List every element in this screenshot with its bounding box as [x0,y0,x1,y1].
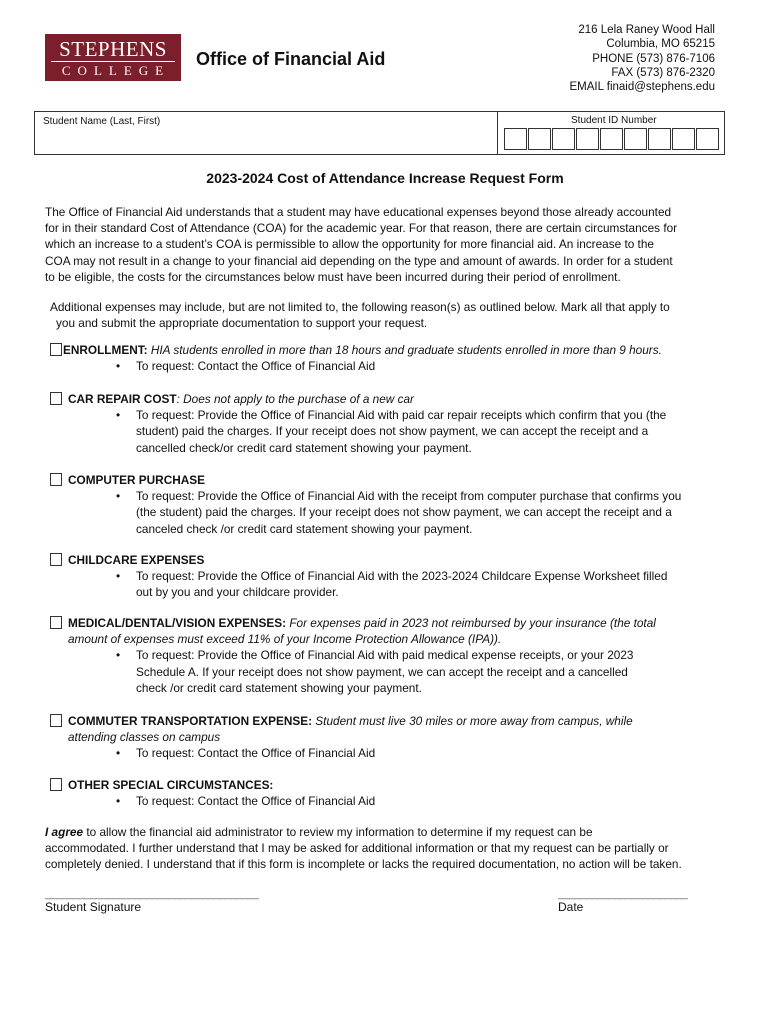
student-name-label: Student Name (Last, First) [43,116,161,127]
date-line[interactable]: _______________________ [558,888,688,900]
item-description: HIA students enrolled in more than 18 hours and graduate students enrolled in more than 9 hours. [147,343,662,357]
item-title: CAR REPAIR COST [68,392,177,406]
contact-address: 216 Lela Raney Wood Hall [578,24,715,36]
id-digit-cell[interactable] [552,128,575,150]
item-car-repair [50,391,730,456]
item-title: CHILDCARE EXPENSES [68,553,205,567]
bullet-text: To request: Provide the Office of Financial Aid with paid medical expense receipts, or your 2023 [136,648,634,663]
contact-fax: FAX (573) 876-2320 [611,66,715,79]
item-medical [50,615,730,696]
bullet-text: To request: Contact the Office of Financial Aid [136,359,376,374]
student-id-cells [504,128,720,150]
item-description: : Does not apply to the purchase of a new car [176,392,414,406]
item-bullet: • To request: Provide the Office of Financial Aid with the 2023-2024 Childcare Expense Worksheet filled out by you and your childcare provider. [116,569,668,600]
item-childcare [50,552,730,601]
item-title: COMMUTER TRANSPORTATION EXPENSE: [68,714,313,728]
logo-wordmark-top: STEPHENS [59,37,167,61]
item-bullet: • To request: Provide the Office of Financial Aid with paid car repair receipts which confirm that you (the student) paid the charges. If your receipt does not show payment, we can accept the receipt and a cancelled check/or credit card statement showing your payment. [116,408,667,455]
agree-line: to allow the financial aid administrator to review my information to determine if my request can be [83,825,593,839]
bullet-text: (the student) paid the charges. If your receipt does not show payment, we can accept the receipt and a [136,505,672,520]
bullet-text: To request: Provide the Office of Financial Aid with the 2023-2024 Childcare Expense Worksheet filled [136,569,668,584]
intro-line: to be eligible, the costs for the circumstances below must have been incurred during their period of enrollment. [45,269,621,284]
intro-line: which an increase to a student’s COA is permissible to allow the opportunity for more financial aid. An increase to the [45,237,654,252]
childcare-checkbox[interactable] [50,553,62,566]
commuter-checkbox[interactable] [50,714,62,727]
stephens-college-logo [45,34,181,81]
item-title: ENROLLMENT: [63,343,148,357]
box-divider [497,112,498,155]
agreement-paragraph [45,824,735,873]
item-bullet: • To request: Contact the Office of Financial Aid [116,746,376,761]
student-id-label: Student ID Number [571,115,657,126]
item-bullet: • To request: Provide the Office of Financial Aid with the receipt from computer purchase that confirms you (the student) paid the charges. If your receipt does not show payment, we can accept the receipt and a canceled check /or credit card statement showing your payment. [116,489,682,536]
bullet-text: To request: Provide the Office of Financial Aid with paid car repair receipts which confirm that you (the [136,408,667,423]
item-other [50,777,730,809]
medical-checkbox[interactable] [50,616,62,629]
intro-line: The Office of Financial Aid understands that a student may have educational expenses beyond those already accounted [45,205,672,219]
enrollment-checkbox[interactable] [50,343,62,356]
item-description-cont: amount of expenses must exceed 11% of your Income Protection Allowance (IPA)). [68,632,502,647]
intro-line: COA may not result in a change to your financial aid depending on the type and amount of awards. In order for a student [45,253,673,268]
office-title: Office of Financial Aid [196,49,386,69]
id-digit-cell[interactable] [672,128,695,150]
bullet-text: out by you and your childcare provider. [136,585,339,600]
bullet-text: To request: Provide the Office of Financial Aid with the receipt from computer purchase that confirms you [136,489,682,504]
id-digit-cell[interactable] [576,128,599,150]
id-digit-cell[interactable] [696,128,719,150]
additional-line: Additional expenses may include, but are not limited to, the following reason(s) as outlined below. Mark all that apply to [50,300,670,314]
id-digit-cell[interactable] [648,128,671,150]
item-bullet: • To request: Contact the Office of Financial Aid [116,359,376,374]
contact-block [569,23,715,94]
additional-line: you and submit the appropriate documentation to support your request. [56,316,428,331]
bullet-text: check /or credit card statement showing your payment. [136,680,422,695]
agree-line: accommodated. I further understand that I may be asked for additional information or that my request can be partially or [45,841,669,856]
student-signature-line[interactable]: ______________________________________ [45,888,259,900]
logo-wordmark-bottom: COLLEGE [61,63,171,78]
additional-paragraph [50,299,740,331]
item-bullet: • To request: Provide the Office of Financial Aid with paid medical expense receipts, or your 2023 Schedule A. If your receipt does not show payment, we can accept the receipt and a cancelled check /or credit card statement showing your payment. [116,648,634,695]
computer-purchase-checkbox[interactable] [50,473,62,486]
id-digit-cell[interactable] [504,128,527,150]
intro-paragraph [45,204,733,285]
item-bullet: • To request: Contact the Office of Financial Aid [116,794,376,809]
student-signature-label: Student Signature [45,900,142,914]
id-digit-cell[interactable] [624,128,647,150]
contact-city: Columbia, MO 65215 [606,38,715,51]
id-digit-cell[interactable] [600,128,623,150]
bullet-text: canceled check /or credit card statement showing your payment. [136,521,473,536]
item-enrollment [50,342,730,374]
form-title: 2023-2024 Cost of Attendance Increase Request Form [206,170,564,186]
contact-phone: PHONE (573) 876-7106 [592,52,715,65]
item-title: OTHER SPECIAL CIRCUMSTANCES: [68,778,274,792]
item-description: For expenses paid in 2023 not reimbursed by your insurance (the total [286,616,656,630]
agree-bold: I agree [45,825,84,839]
intro-line: for in their standard Cost of Attendance (COA) for the academic year. For that reason, there are certain circumstances for [45,221,678,236]
bullet-text: cancelled check/or credit card statement showing your payment. [136,440,472,455]
item-title: COMPUTER PURCHASE [68,473,205,487]
id-digit-cell[interactable] [528,128,551,150]
car-repair-checkbox[interactable] [50,392,62,405]
bullet-text: Schedule A. If your receipt does not show payment, we can accept the receipt and a cancelled [136,664,628,679]
other-checkbox[interactable] [50,778,62,791]
contact-email: EMAIL finaid@stephens.edu [569,81,715,94]
date-label: Date [558,900,584,914]
item-computer-purchase [50,472,730,537]
bullet-text: To request: Contact the Office of Financial Aid [136,794,376,809]
item-description: Student must live 30 miles or more away from campus, while [312,714,633,728]
item-description-cont: attending classes on campus [68,730,221,745]
bullet-text: To request: Contact the Office of Financial Aid [136,746,376,761]
item-commuter [50,713,730,762]
agree-line: completely denied. I understand that if this form is incomplete or lacks the required documentation, no action will be taken. [45,857,682,872]
student-info-box [34,111,725,155]
bullet-text: student) paid the charges. If your receipt does not show payment, we can accept the receipt and a [136,424,649,439]
item-title: MEDICAL/DENTAL/VISION EXPENSES: [68,616,287,630]
